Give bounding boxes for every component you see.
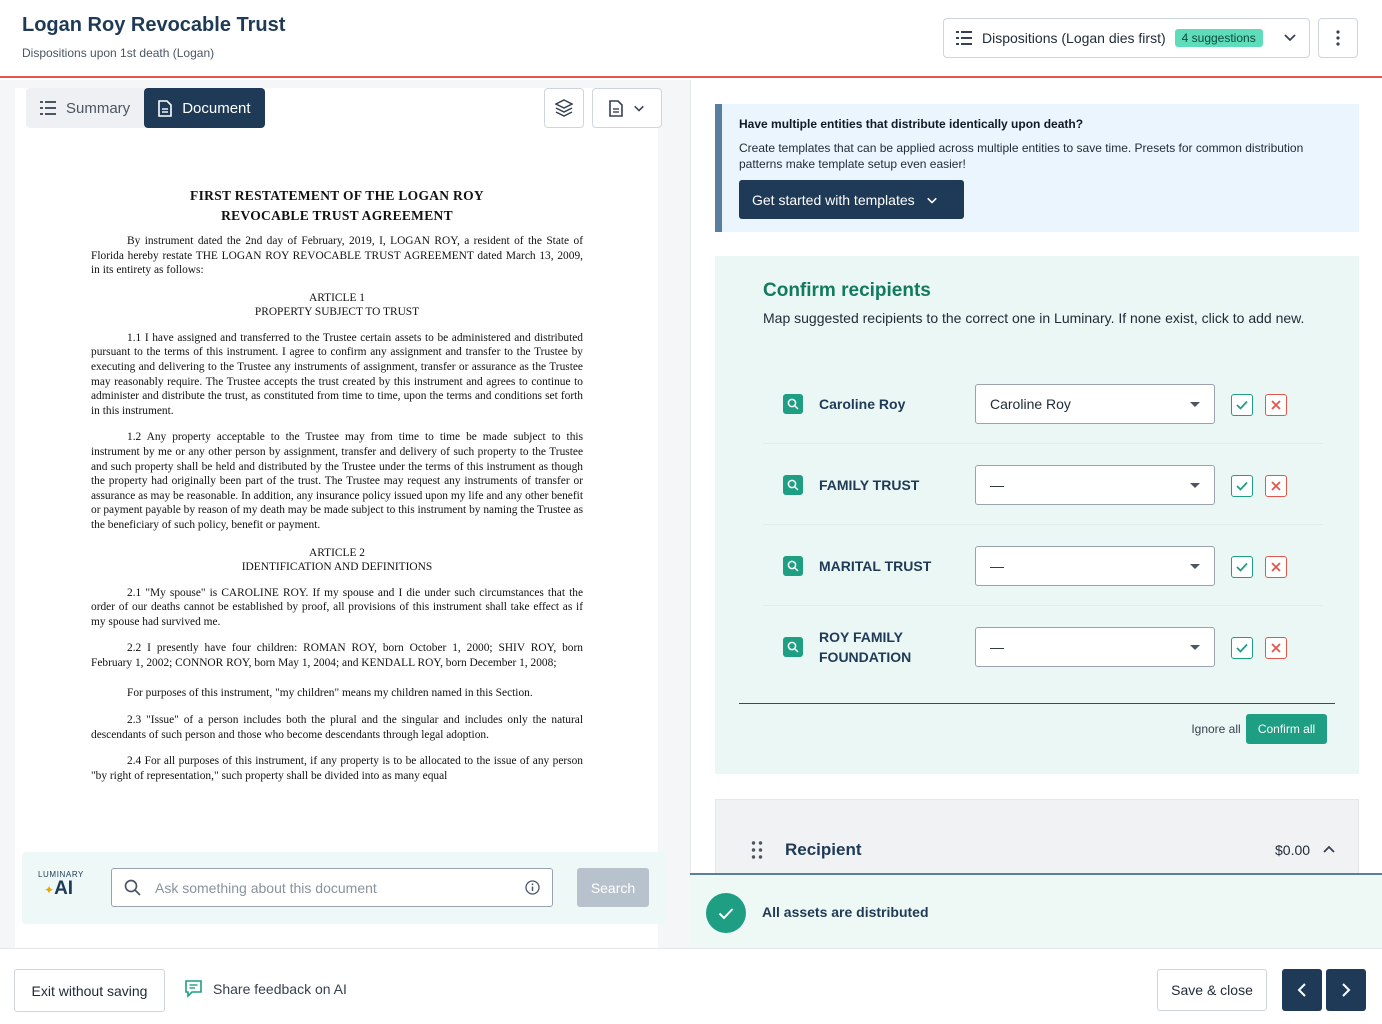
search-icon [124, 879, 141, 896]
document-panel [0, 80, 690, 948]
chevron-down-icon [926, 194, 938, 206]
tab-summary-label: Summary [66, 99, 131, 117]
exit-without-saving-button[interactable]: Exit without saving [14, 969, 165, 1012]
confirm-recipients-card [715, 256, 1359, 774]
close-icon [1271, 481, 1281, 491]
document-icon [609, 100, 623, 117]
footer [0, 948, 1382, 1024]
document-viewer[interactable] [15, 88, 658, 948]
section-2-2-note: For purposes of this instrument, "my children" means my children named in this Section. [127, 687, 533, 700]
caret-down-icon [1190, 564, 1200, 569]
feedback-icon [184, 979, 203, 998]
disposition-select-label: Dispositions (Logan dies first) [982, 30, 1166, 46]
templates-info-heading: Have multiple entities that distribute identically upon death? [739, 117, 1084, 131]
get-started-templates-button[interactable] [739, 180, 964, 219]
page-header [0, 0, 1382, 78]
recipient-row [763, 364, 1323, 444]
ai-search-button[interactable]: Search [577, 868, 649, 907]
luminary-ai-logo: LUMINARY ✦AI [38, 870, 84, 899]
magnify-icon[interactable] [783, 637, 803, 657]
close-icon [1271, 643, 1281, 653]
confirm-recipients-description: Map suggested recipients to the correct one in Luminary. If none exist, click to add new. [763, 310, 1305, 326]
recipient-row [763, 526, 1323, 606]
ai-search-input[interactable] [155, 880, 525, 896]
document-options-button[interactable] [592, 88, 662, 128]
suggestions-badge: 4 suggestions [1175, 29, 1263, 47]
templates-info-description: Create templates that can be applied across multiple entities to save time. Presets for common distribution patterns make template setup even easier! [739, 141, 1304, 171]
close-icon [1271, 400, 1281, 410]
next-button[interactable] [1326, 969, 1366, 1011]
section-2-4: 2.4 For all purposes of this instrument, if any property is to be allocated to the issue of any person "by right of representation," such property shall be divided into as many equal [91, 755, 583, 782]
accept-button[interactable] [1231, 556, 1253, 578]
layers-icon [555, 99, 573, 117]
magnify-icon[interactable] [783, 394, 803, 414]
ai-search-field[interactable] [111, 868, 553, 907]
recipient-name: MARITAL TRUST [819, 558, 932, 574]
chevron-down-icon [633, 102, 645, 114]
ai-search-bar [22, 852, 665, 924]
recipient-row [763, 445, 1323, 525]
document-page [91, 186, 583, 783]
check-circle-icon [706, 893, 746, 933]
recipient-name: Caroline Roy [819, 396, 906, 412]
caret-down-icon [1190, 402, 1200, 407]
recipient-name: ROY FAMILY FOUNDATION [819, 629, 912, 665]
recipient-select[interactable]: — [975, 465, 1215, 505]
divider [739, 703, 1335, 704]
chevron-right-icon [1341, 983, 1351, 997]
caret-down-icon [1190, 483, 1200, 488]
reject-button[interactable] [1265, 637, 1287, 659]
chevron-left-icon [1297, 983, 1307, 997]
recipient-row [763, 607, 1323, 687]
accept-button[interactable] [1231, 637, 1253, 659]
more-vertical-icon [1336, 30, 1340, 46]
document-view-tabs [26, 88, 265, 128]
chevron-up-icon[interactable] [1322, 843, 1336, 862]
close-icon [1271, 562, 1281, 572]
magnify-icon[interactable] [783, 475, 803, 495]
chevron-down-icon [1283, 30, 1297, 49]
accept-button[interactable] [1231, 475, 1253, 497]
page-title: Logan Roy Revocable Trust [22, 14, 286, 36]
dispositions-panel [690, 80, 1382, 948]
article-2-heading: ARTICLE 2 IDENTIFICATION AND DEFINITIONS [241, 546, 433, 573]
section-2-3: 2.3 "Issue" of a person includes both the plural and the singular and includes only the natural descendants of such person and those who become descendants through legal adoption. [91, 714, 583, 741]
recipient-select[interactable]: — [975, 546, 1215, 586]
check-icon [1236, 400, 1248, 410]
previous-button[interactable] [1282, 969, 1322, 1011]
article-1-heading: ARTICLE 1 PROPERTY SUBJECT TO TRUST [254, 291, 420, 318]
section-1-2: 1.2 Any property acceptable to the Trustee may from time to time be made subject to this instrument by me or any other person by assignment, transfer and delivery of such property to the Trustee and such property shall be held and distributed by the Trustee under the terms of this instrument as though the property had originally been part of the trust. The Trustee may request any instruments of transfer or assurance as may be reasonable. In addition, any insurance policy issued upon my life and any other benefit or payment payable by reason of my death may be made subject to this instrument by naming the Trustee as the beneficiary of such policy, benefit or payment. [91, 431, 583, 531]
check-icon [1236, 562, 1248, 572]
section-2-1: 2.1 "My spouse" is CAROLINE ROY. If my spouse and I die under such circumstances that the order of our deaths cannot be established by proof, all provisions of this instrument shall take effect as if my spouse had survived me. [91, 586, 583, 628]
recipient-name: FAMILY TRUST [819, 477, 920, 493]
confirm-recipients-heading: Confirm recipients [763, 280, 931, 301]
reject-button[interactable] [1265, 556, 1287, 578]
layers-button[interactable] [544, 88, 584, 128]
page-subtitle: Dispositions upon 1st death (Logan) [22, 46, 215, 60]
more-options-button[interactable] [1318, 18, 1358, 58]
recipient-section[interactable] [715, 799, 1359, 879]
list-icon [956, 31, 972, 45]
check-icon [1236, 481, 1248, 491]
tab-document[interactable] [144, 88, 264, 128]
reject-button[interactable] [1265, 394, 1287, 416]
section-1-1: 1.1 I have assigned and transferred to the Trustee certain assets to be administered and distributed pursuant to the terms of this instrument. I agree to confirm any assignment and transfer to the Trustee by executing and delivering to the Trustee any instruments of assignment, transfer or assurance as the Trustee may reasonably require. The Trustee accepts the trust created by this instrument and agrees to continue to administer and distribute the trust, as constituted from time to time, upon the terms and conditions set forth in this instrument. [91, 331, 583, 417]
drag-handle-icon[interactable] [751, 841, 763, 864]
share-feedback-link[interactable] [184, 979, 347, 998]
accept-button[interactable] [1231, 394, 1253, 416]
disposition-select[interactable] [943, 18, 1310, 58]
caret-down-icon [1190, 645, 1200, 650]
distribution-status-bar [690, 873, 1382, 948]
recipient-amount: $0.00 [1275, 842, 1311, 858]
info-icon[interactable] [525, 880, 540, 895]
distribution-status-text: All assets are distributed [762, 904, 929, 920]
templates-info-banner [715, 104, 1359, 232]
check-icon [1236, 643, 1248, 653]
list-icon [40, 101, 56, 115]
recipient-select[interactable]: Caroline Roy [975, 384, 1215, 424]
tab-summary[interactable] [26, 88, 144, 128]
document-icon [158, 100, 172, 117]
ignore-all-button[interactable]: Ignore all [1171, 714, 1261, 744]
recipient-select[interactable]: — [975, 627, 1215, 667]
magnify-icon[interactable] [783, 556, 803, 576]
share-feedback-label: Share feedback on AI [213, 980, 347, 997]
confirm-all-button[interactable]: Confirm all [1246, 714, 1327, 744]
reject-button[interactable] [1265, 475, 1287, 497]
section-2-2: 2.2 I presently have four children: ROMAN ROY, born October 1, 2000; SHIV ROY, born February 1, 2002; CONNOR ROY, born May 1, 2004; and KENDALL ROY, born December 1, 2008; [91, 642, 583, 669]
save-and-close-button[interactable]: Save & close [1157, 969, 1267, 1011]
get-started-templates-label: Get started with templates [752, 191, 915, 208]
recipient-section-label: Recipient [785, 840, 862, 859]
document-title: FIRST RESTATEMENT OF THE LOGAN ROY REVOCABLE TRUST AGREEMENT [190, 188, 484, 223]
tab-document-label: Document [182, 99, 251, 117]
document-intro: By instrument dated the 2nd day of February, 2019, I, LOGAN ROY, a resident of the State of Florida hereby restate THE LOGAN ROY REVOCABLE TRUST AGREEMENT dated March 13, 2009, in its entirety as follows: [91, 235, 583, 277]
